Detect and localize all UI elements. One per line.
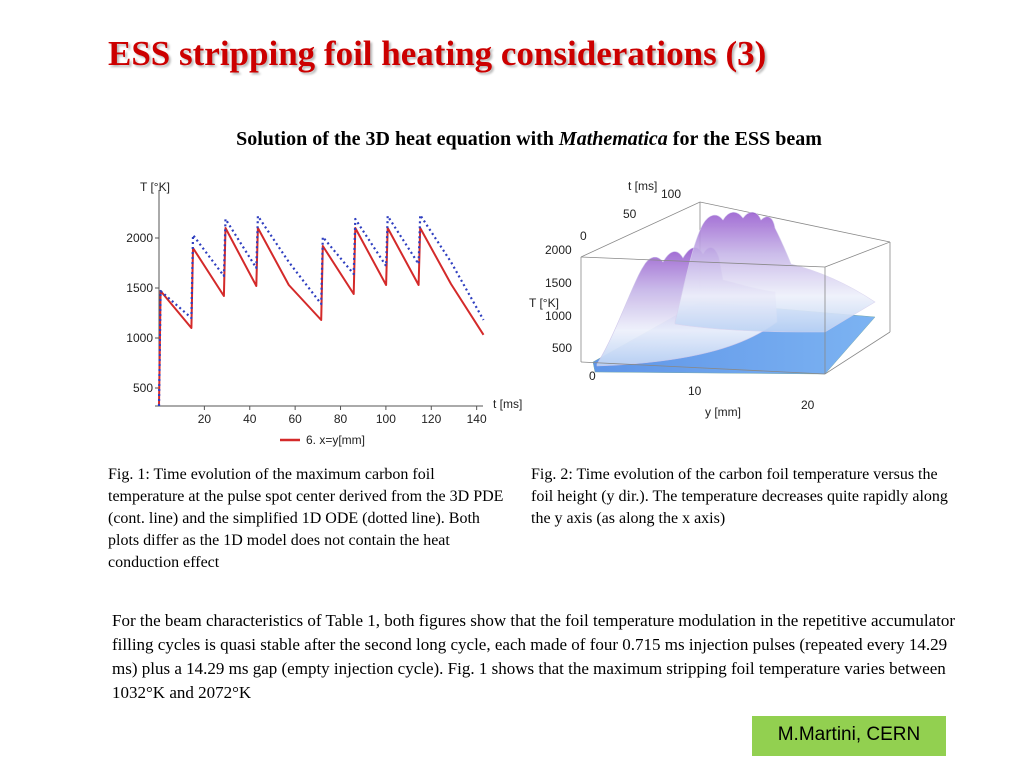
y-tick-label: 500 [132,381,153,395]
x-tick-label: 20 [197,412,212,426]
conclusion-text: For the beam characteristics of Table 1, both figures show that the foil temperature modulation in the repetitive accumulator filling cycles is quasi stable after the second long cycle, each made of four 0.715 ms injection pulses (repeated every 14.29 ms) plus a 14.29 ms gap (empty injection cycle). Fig. 1 shows that the maximum stripping foil temperature varies between 1032°K and 2072°K [112,611,956,702]
subtitle-prefix: Solution of the 3D heat equation with [236,128,559,150]
y-tick-label: 10 [688,384,702,398]
y-tick-label: 1000 [126,331,153,345]
x-tick-label: 40 [243,412,257,426]
figure-subtitle [0,128,1024,151]
page-title: ESS stripping foil heating considerations (3) [108,34,767,73]
temperature-surface-plot [525,172,905,427]
box-front-top-right [825,242,890,267]
z-tick-label: 500 [552,341,573,355]
temperature-time-chart [110,170,540,455]
y-tick-label: 1500 [126,281,153,295]
x-tick-label: 100 [375,412,396,426]
y-tick-label: 0 [589,369,596,383]
figure-2-caption: Fig. 2: Time evolution of the carbon foil temperature versus the foil height (y dir.). The temperature decreases quite rapidly along the y axis (as along the x axis) [531,466,948,527]
y-tick-group [126,231,159,395]
subtitle-suffix: for the ESS beam [667,128,822,150]
z-axis-label: T [°K] [529,296,559,310]
y-tick-label: 20 [801,398,815,412]
figure-1-caption: Fig. 1: Time evolution of the maximum carbon foil temperature at the pulse spot center derived from the 3D PDE (cont. line) and the simplified 1D ODE (dotted line). Both plots differ as the 1D model does not contain the heat conduction effect [108,466,504,571]
x-axis-label: t [ms] [493,397,523,411]
y-axis-label: T [°K] [140,180,170,194]
x-tick-label: 140 [466,412,487,426]
series-3d-pde-line [159,228,484,406]
t-tick-label: 100 [661,187,682,201]
z-tick-label: 2000 [545,243,572,257]
t-tick-label: 50 [623,207,637,221]
legend-label: 6. x=y[mm] [306,433,366,447]
author-credit-badge: M.Martini, CERN [752,716,946,756]
y-axis-label: y [mm] [705,405,741,419]
z-tick-label: 1000 [545,309,572,323]
x-tick-label: 80 [333,412,348,426]
z-tick-label: 1500 [545,276,572,290]
x-tick-group [198,406,487,426]
x-tick-label: 120 [421,412,442,426]
subtitle-software: Mathematica [558,128,668,150]
t-axis-label: t [ms] [628,179,658,193]
t-tick-label: 0 [580,229,587,243]
series-group [159,215,484,406]
surface-peak-back [675,212,875,332]
y-tick-label: 2000 [126,231,153,245]
x-tick-label: 60 [288,412,302,426]
